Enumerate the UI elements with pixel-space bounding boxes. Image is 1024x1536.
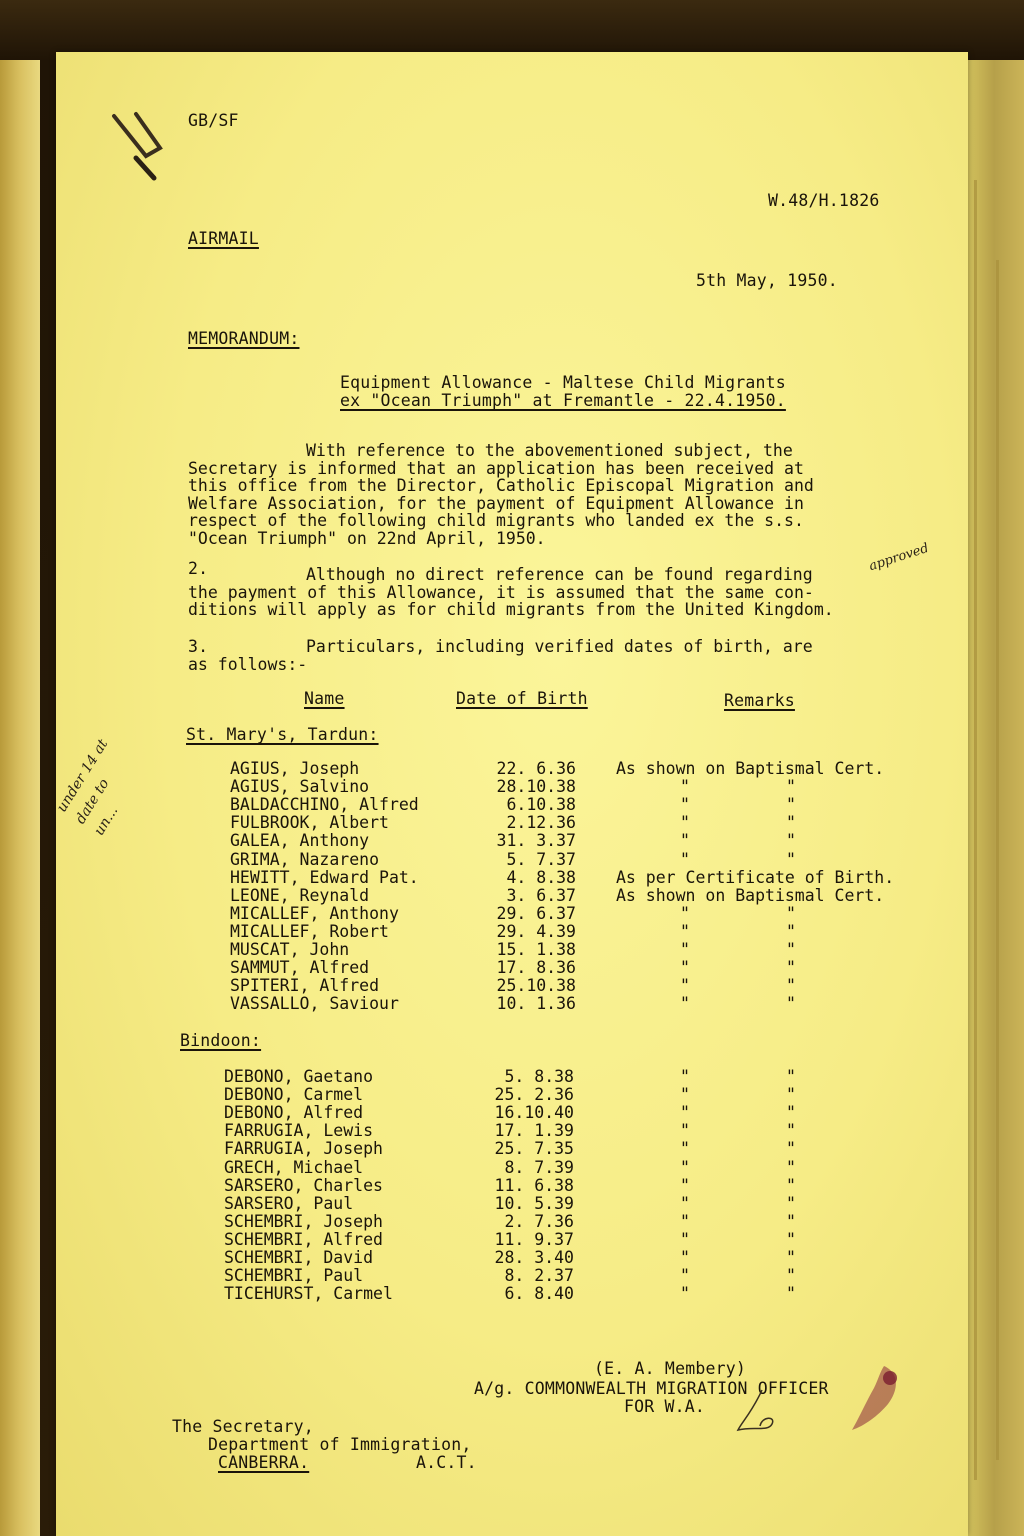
- ditto-mark: ": [680, 1121, 690, 1141]
- column-header-dob: Date of Birth: [456, 689, 588, 708]
- migrant-name: SCHEMBRI, David: [224, 1248, 374, 1267]
- ditto-mark: ": [680, 1157, 690, 1177]
- ditto-mark: ": [680, 1248, 690, 1267]
- ditto-mark: ": [680, 1067, 690, 1086]
- ditto-mark: ": [680, 903, 690, 923]
- table-row: [56, 869, 956, 887]
- table-row: [56, 778, 956, 796]
- date-of-birth: 5. 7.37: [506, 849, 576, 869]
- group-label-bindoon: Bindoon:: [180, 1031, 262, 1050]
- date-of-birth: 2.12.36: [506, 813, 576, 833]
- handwritten-margin-note: under 14 at date to un...: [53, 736, 122, 839]
- subject-line-2: ex "Ocean Triumph" at Fremantle - 22.4.1950.: [340, 391, 786, 410]
- table-row: [56, 995, 956, 1013]
- ditto-mark: ": [786, 1157, 796, 1177]
- migrant-name: MUSCAT, John: [230, 940, 350, 959]
- migrant-name: LEONE, Reynald: [230, 885, 370, 905]
- folder-edge: [0, 60, 40, 1536]
- date-of-birth: 28. 3.40: [494, 1248, 574, 1267]
- date-of-birth: 10. 1.36: [496, 994, 576, 1014]
- ditto-mark: ": [786, 1085, 796, 1105]
- file-reference: W.48/H.1826: [768, 191, 880, 210]
- ditto-mark: ": [786, 1103, 796, 1123]
- stack-line: [996, 260, 999, 1460]
- migrant-name: SAMMUT, Alfred: [230, 958, 370, 978]
- ditto-mark: ": [680, 1175, 690, 1195]
- addressee-city: CANBERRA.: [218, 1453, 310, 1472]
- remark: As per Certificate of Birth.: [616, 867, 895, 887]
- date-of-birth: 3. 6.37: [506, 885, 576, 905]
- table-row: [56, 1140, 956, 1158]
- date-of-birth: 8. 7.39: [504, 1157, 574, 1177]
- table-row: [56, 1231, 956, 1249]
- memo-label: MEMORANDUM:: [188, 329, 300, 348]
- ditto-mark: ": [680, 921, 690, 941]
- table-row: [56, 1122, 956, 1140]
- date-of-birth: 4. 8.38: [506, 867, 576, 887]
- paragraph-1: With reference to the abovementioned subject, the Secretary is informed that an application has been received at this office from the Director, Catholic Episcopal Migration and Welfare Association, for the payment of Equipment Allowance in respect of the following child migrants who landed ex the s.s. "Ocean Triumph" on 22nd April, 1950.: [188, 441, 814, 548]
- date-of-birth: 5. 8.38: [504, 1067, 574, 1086]
- table-row: [56, 1104, 956, 1122]
- migrant-name: FARRUGIA, Joseph: [224, 1139, 383, 1159]
- initials: GB/SF: [188, 111, 239, 130]
- ditto-mark: ": [786, 1229, 796, 1249]
- ditto-mark: ": [786, 777, 796, 797]
- table-row: [56, 923, 956, 941]
- date-of-birth: 25. 2.36: [494, 1085, 574, 1105]
- column-header-remarks: Remarks: [724, 691, 795, 710]
- remark: As shown on Baptismal Cert.: [616, 885, 885, 905]
- memo-date: 5th May, 1950.: [696, 271, 838, 290]
- ditto-mark: ": [680, 1139, 690, 1159]
- migrant-name: FULBROOK, Albert: [230, 813, 389, 833]
- ditto-mark: ": [786, 1284, 796, 1304]
- table-row: [56, 959, 956, 977]
- migrant-name: SARSERO, Charles: [224, 1175, 383, 1195]
- delivery-method: AIRMAIL: [188, 229, 259, 248]
- ditto-mark: ": [786, 1139, 796, 1159]
- ink-stamp-icon: [840, 1358, 910, 1438]
- date-of-birth: 10. 5.39: [494, 1193, 574, 1213]
- ditto-mark: ": [786, 958, 796, 978]
- migrant-name: DEBONO, Gaetano: [224, 1067, 374, 1086]
- paragraph-2: Although no direct reference can be found regarding the payment of this Allowance, it is assumed that the same con- ditions will apply as for child migrants from the United Kingdom.: [188, 565, 834, 619]
- migrant-name: GRIMA, Nazareno: [230, 849, 380, 869]
- ditto-mark: ": [786, 849, 796, 869]
- paragraph-3-number: 3.: [188, 637, 209, 656]
- ditto-mark: ": [786, 1193, 796, 1213]
- signatory-name: (E. A. Membery): [594, 1359, 747, 1378]
- table-row: [56, 1195, 956, 1213]
- migrant-name: SARSERO, Paul: [224, 1193, 354, 1213]
- paper-clip-icon: [106, 108, 176, 188]
- paragraph-2-number: 2.: [188, 559, 209, 578]
- table-row: [56, 1249, 956, 1267]
- ditto-mark: ": [786, 903, 796, 923]
- table-row: [56, 887, 956, 905]
- ditto-mark: ": [786, 813, 796, 833]
- remark: As shown on Baptismal Cert.: [616, 759, 885, 778]
- migrant-name: SCHEMBRI, Alfred: [224, 1229, 383, 1249]
- migrant-name: SCHEMBRI, Paul: [224, 1266, 364, 1286]
- migrant-name: AGIUS, Joseph: [230, 759, 360, 778]
- date-of-birth: 28.10.38: [496, 777, 576, 797]
- ditto-mark: ": [680, 994, 690, 1014]
- ditto-mark: ": [680, 958, 690, 978]
- migrant-name: SCHEMBRI, Joseph: [224, 1211, 383, 1231]
- date-of-birth: 25. 7.35: [494, 1139, 574, 1159]
- date-of-birth: 31. 3.37: [496, 831, 576, 851]
- date-of-birth: 16.10.40: [494, 1103, 574, 1123]
- table-row: [56, 814, 956, 832]
- ditto-mark: ": [786, 795, 796, 815]
- ditto-mark: ": [680, 849, 690, 869]
- date-of-birth: 15. 1.38: [496, 940, 576, 959]
- date-of-birth: 11. 9.37: [494, 1229, 574, 1249]
- ditto-mark: ": [786, 994, 796, 1014]
- ditto-mark: ": [786, 921, 796, 941]
- signatory-title: A/g. COMMONWEALTH MIGRATION OFFICER: [474, 1379, 829, 1398]
- migrant-name: HEWITT, Edward Pat.: [230, 867, 419, 887]
- table-row: [56, 1159, 956, 1177]
- addressee-territory: A.C.T.: [416, 1453, 477, 1472]
- column-header-name: Name: [304, 689, 345, 708]
- ditto-mark: ": [786, 831, 796, 851]
- ditto-mark: ": [680, 813, 690, 833]
- subject-line-1: Equipment Allowance - Maltese Child Migrants: [340, 373, 786, 392]
- table-row: [56, 760, 956, 778]
- ditto-mark: ": [680, 1193, 690, 1213]
- handwritten-initial-icon: [732, 1382, 792, 1442]
- migrant-name: GALEA, Anthony: [230, 831, 370, 851]
- table-row: [56, 977, 956, 995]
- migrant-name: DEBONO, Alfred: [224, 1103, 364, 1123]
- paragraph-3: Particulars, including verified dates of birth, are as follows:-: [188, 637, 813, 674]
- migrant-name: FARRUGIA, Lewis: [224, 1121, 374, 1141]
- date-of-birth: 22. 6.36: [496, 759, 576, 778]
- migrant-name: BALDACCHINO, Alfred: [230, 795, 419, 815]
- table-row: [56, 1086, 956, 1104]
- ditto-mark: ": [786, 1067, 796, 1086]
- ditto-mark: ": [680, 777, 690, 797]
- stack-line: [974, 180, 977, 1480]
- date-of-birth: 17. 8.36: [496, 958, 576, 978]
- date-of-birth: 8. 2.37: [504, 1266, 574, 1286]
- date-of-birth: 25.10.38: [496, 976, 576, 996]
- ditto-mark: ": [680, 976, 690, 996]
- ditto-mark: ": [680, 1085, 690, 1105]
- date-of-birth: 29. 6.37: [496, 903, 576, 923]
- table-row: [56, 1213, 956, 1231]
- table-row: [56, 851, 956, 869]
- table-row: [56, 1267, 956, 1285]
- migrant-name: MICALLEF, Anthony: [230, 903, 399, 923]
- migrant-name: DEBONO, Carmel: [224, 1085, 364, 1105]
- ditto-mark: ": [786, 1248, 796, 1267]
- addressee-line-1: The Secretary,: [172, 1417, 314, 1436]
- table-row: [56, 1177, 956, 1195]
- ditto-mark: ": [680, 795, 690, 815]
- date-of-birth: 29. 4.39: [496, 921, 576, 941]
- migrant-name: GRECH, Michael: [224, 1157, 364, 1177]
- ditto-mark: ": [786, 976, 796, 996]
- migrant-name: MICALLEF, Robert: [230, 921, 389, 941]
- table-row: [56, 832, 956, 850]
- ditto-mark: ": [786, 1121, 796, 1141]
- addressee-line-2: Department of Immigration,: [208, 1435, 472, 1454]
- ditto-mark: ": [680, 1211, 690, 1231]
- memorandum-page: [53, 52, 968, 1536]
- ditto-mark: ": [786, 1211, 796, 1231]
- date-of-birth: 11. 6.38: [494, 1175, 574, 1195]
- table-row: [56, 796, 956, 814]
- table-row: [56, 905, 956, 923]
- ditto-mark: ": [680, 1284, 690, 1304]
- date-of-birth: 6.10.38: [506, 795, 576, 815]
- ditto-mark: ": [680, 831, 690, 851]
- table-row: [56, 941, 956, 959]
- ditto-mark: ": [786, 1175, 796, 1195]
- handwritten-approved-note: approved: [867, 540, 931, 575]
- table-row: [56, 1068, 956, 1086]
- date-of-birth: 2. 7.36: [504, 1211, 574, 1231]
- date-of-birth: 17. 1.39: [494, 1121, 574, 1141]
- migrant-name: TICEHURST, Carmel: [224, 1284, 393, 1304]
- signatory-for: FOR W.A.: [624, 1397, 706, 1416]
- migrant-name: AGIUS, Salvino: [230, 777, 370, 797]
- ditto-mark: ": [680, 1229, 690, 1249]
- ditto-mark: ": [786, 1266, 796, 1286]
- group-label-tardun: St. Mary's, Tardun:: [186, 725, 379, 744]
- migrant-name: VASSALLO, Saviour: [230, 994, 399, 1014]
- date-of-birth: 6. 8.40: [504, 1284, 574, 1304]
- table-row: [56, 1285, 956, 1303]
- ditto-mark: ": [680, 1103, 690, 1123]
- ditto-mark: ": [680, 1266, 690, 1286]
- ditto-mark: ": [680, 940, 690, 959]
- migrant-name: SPITERI, Alfred: [230, 976, 380, 996]
- ditto-mark: ": [786, 940, 796, 959]
